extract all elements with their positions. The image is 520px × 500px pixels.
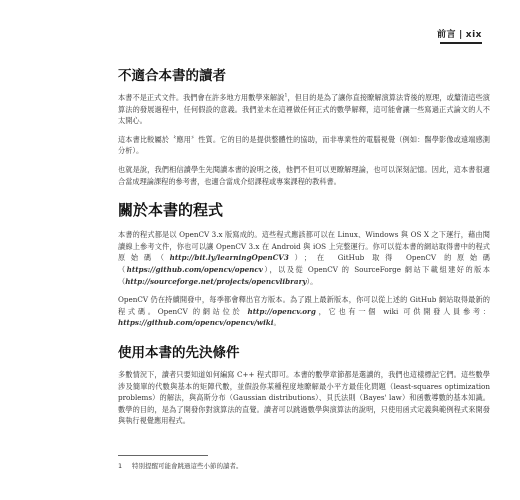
footnote-number: 1	[118, 462, 122, 470]
url-link[interactable]: https://github.com/opencv/opencv/wiki	[118, 318, 274, 328]
footnote-rule	[118, 455, 208, 456]
paragraph: 也就是說，我們相信讀學生先閱讀本書的說明之後，他們不但可以更瞭解理論，也可以深刻記憶。因此，這本書很適合當成理論課程的參考書，也適合當成介紹課程或專案課程的教科書。	[118, 164, 490, 186]
url-link[interactable]: http://bit.ly/learningOpenCV3	[169, 253, 289, 263]
section-heading-prerequisites: 使用本書的先決條件	[118, 344, 240, 361]
text-run: ）。	[306, 276, 318, 286]
header-separator: |	[459, 30, 463, 40]
footnote	[118, 461, 490, 470]
chapter-title: 前言	[436, 30, 456, 40]
text-run: ）；在 GitHub 取得 OpenCV 的原始碼（	[118, 253, 490, 274]
paragraph	[118, 92, 490, 127]
section-heading-about-code: 關於本書的程式	[118, 201, 224, 220]
paragraph: 這本書比較屬於〝應用〞性質。它的目的是提供整體性的協助，而非專業性的電腦視覺（例如：醫學影像或遠端感測分析）。	[118, 134, 490, 156]
text-run: 本書的程式都是以 OpenCV 3.x 版寫成的。這些程式應該都可以在 Linux、Windows 與 OS X 之下運行，藉由閱讀線上參考文件，你也可以讓 OpenCV 3.x 在 Android 與 iOS 上完整運行。你可以從本書的網站取得書中的程式原始碼（	[118, 230, 490, 263]
text-run: OpenCV 仍在持續開發中，每季都會釋出官方版本。為了跟上最新版本，你可以從上述的 GitHub 網站取得最新的程式碼。OpenCV 的網站位於	[118, 295, 490, 316]
url-link[interactable]: http://opencv.org	[247, 306, 316, 316]
running-head	[437, 27, 482, 40]
paragraph: 多數情況下，讀者只要知道如何編寫 C++ 程式即可。本書的數學章節都是選讀的，我們也這樣標記它們。這些數學涉及簡單的代數與基本的矩陣代數，並假設你某種程度地瞭解最小平方最佳化問題（least-squares optimization problems）的解法，與高斯分布（Gaussian distributions）、貝氏法則（Bayes' law）和函數導數的基本知識。數學的目的，是為了開發你對演算法的直覺。讀者可以跳過數學與演算法的說明，只使用函式定義與範例程式來開發與執行視覺應用程式。	[118, 369, 490, 426]
footnote-text: 特別提醒可能會跳過這些小節的讀者。	[132, 462, 243, 470]
text-run: 本書不是正式文件。我們會在許多地方用數學來解說	[118, 93, 285, 102]
running-header	[0, 0, 520, 44]
url-link[interactable]: http://sourceforge.net/projects/opencvlibrary	[125, 276, 307, 286]
header-rule	[440, 42, 482, 44]
url-link[interactable]: https://github.com/opencv/opencv	[126, 264, 263, 274]
page-number: xix	[465, 30, 482, 40]
text-run: 。	[273, 318, 281, 328]
page-body	[118, 58, 490, 434]
text-run: ），以及從 OpenCV 的 SourceForge 網站下載組建好的版本（	[118, 264, 490, 286]
paragraph	[118, 294, 490, 329]
text-run: ，它也有一個 wiki 可供開發人員參考：	[315, 306, 490, 316]
footnote-ref[interactable]: 1	[284, 92, 288, 99]
section-heading-not-for: 不適合本書的讀者	[118, 68, 226, 84]
paragraph	[118, 229, 490, 287]
text-run: ，但目的是為了讓你直接瞭解演算法背後的原理，或釐清這些演算法的發展過程中，任何假設的意義。我們並未在這裡做任何正式的數學解釋，這可能會讓一些寫過正式論文的人不太開心。	[118, 93, 490, 126]
